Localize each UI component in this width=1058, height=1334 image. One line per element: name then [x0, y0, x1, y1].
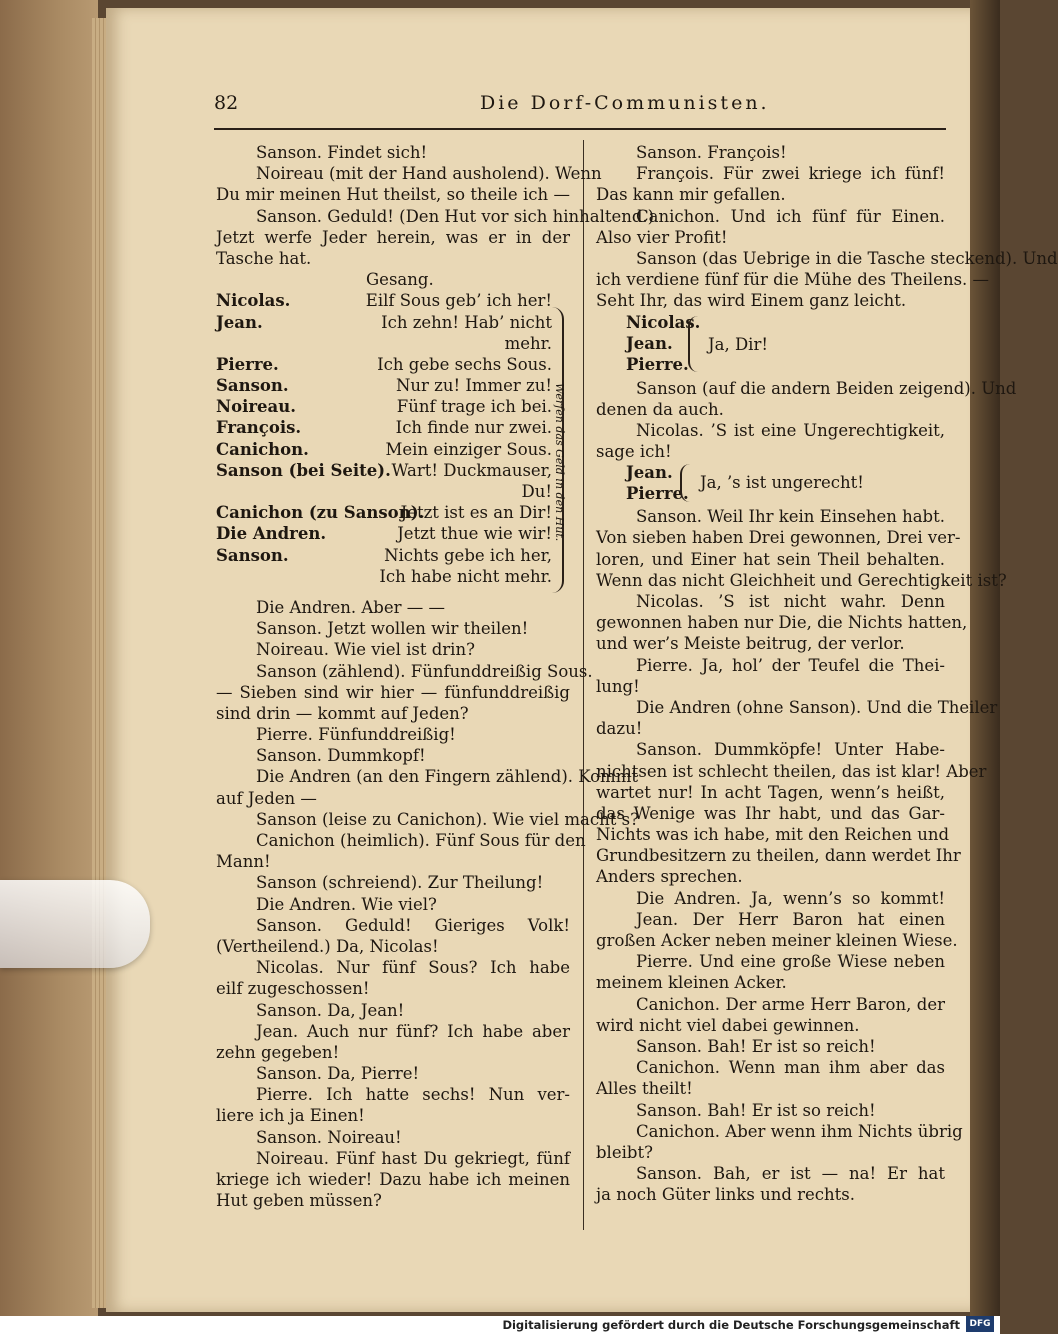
song-text: Eilf Sous geb’ ich her!: [365, 291, 552, 311]
song-row: [216, 566, 570, 587]
group-reply: Ja, ’s ist ungerecht!: [700, 473, 864, 493]
text-line: dazu!: [596, 719, 643, 739]
text-line: Sanson. Da, Jean!: [256, 1000, 405, 1020]
text-line: Hut geben müssen?: [216, 1191, 382, 1211]
speaker-name: Jean.: [626, 333, 673, 353]
song-speaker: Sanson.: [216, 545, 289, 565]
text-line: Die Andren. Ja, wenn’s so kommt!: [636, 888, 945, 908]
text-line: Noireau. Wie viel ist drin?: [256, 640, 475, 660]
song-text: Jetzt ist es an Dir!: [400, 503, 552, 523]
song-speaker: Sanson (bei Seite).: [216, 460, 391, 480]
text-line: Canichon. Und ich fünf für Einen.: [636, 206, 945, 226]
song-speaker: [216, 333, 384, 354]
song-row: [216, 354, 570, 375]
text-line: wartet nur! In acht Tagen, wenn’s heißt,: [596, 782, 945, 802]
text-line: Seht Ihr, das wird Einem ganz leicht.: [596, 291, 907, 311]
text-line: Alles theilt!: [596, 1079, 693, 1099]
group-brace: [680, 464, 692, 502]
song-row: [216, 502, 570, 523]
text-line: Du mir meinen Hut theilst, so theile ich —: [216, 185, 570, 205]
text-line: Die Andren (ohne Sanson). Und die Theiler: [636, 697, 998, 717]
text-line: das Wenige was Ihr habt, und das Gar-: [596, 803, 945, 823]
text-line: loren, und Einer hat sein Theil behalten.: [596, 549, 945, 569]
text-line: sage ich!: [596, 442, 672, 462]
speaker-group-two: [596, 462, 945, 506]
text-line: Jean. Auch nur fünf? Ich habe aber: [256, 1021, 570, 1041]
song-text: Nur zu! Immer zu!: [395, 376, 552, 396]
running-head: Die Dorf-Communisten.: [480, 92, 770, 114]
text-line: meinem kleinen Acker.: [596, 973, 787, 993]
song-row: [216, 417, 570, 438]
text-line: Tasche hat.: [216, 248, 312, 268]
text-line: Sanson. Noireau!: [256, 1127, 402, 1147]
text-line: Jean. Der Herr Baron hat einen: [636, 909, 945, 929]
song-row: [216, 290, 570, 311]
text-line: Sanson (zählend). Fünfunddreißig Sous.: [256, 661, 593, 681]
text-line: eilf zugeschossen!: [216, 979, 370, 999]
text-line: Noireau (mit der Hand ausholend). Wenn: [256, 164, 602, 184]
text-line: Noireau. Fünf hast Du gekriegt, fünf: [256, 1148, 570, 1168]
text-line: Sanson. Weil Ihr kein Einsehen habt.: [636, 507, 945, 527]
text-line: Sanson. Bah! Er ist so reich!: [636, 1036, 876, 1056]
speaker-name: Nicolas.: [626, 312, 701, 332]
text-line: Pierre. Und eine große Wiese neben: [636, 952, 945, 972]
song-row: [216, 439, 570, 460]
song-speaker: Jean.: [216, 312, 263, 332]
song-text: Du!: [521, 482, 552, 501]
song-row: [216, 312, 570, 333]
text-line: Die Andren. Aber — —: [256, 597, 446, 617]
song-text: Ich gebe sechs Sous.: [377, 354, 552, 374]
song-speaker: [216, 481, 384, 502]
text-line: Sanson (auf die andern Beiden zeigend). Und: [636, 378, 1017, 398]
text-line: Canichon. Der arme Herr Baron, der: [636, 994, 945, 1014]
text-line: großen Acker neben meiner kleinen Wiese.: [596, 931, 958, 950]
text-line: Sanson. Dummkopf!: [256, 746, 426, 766]
text-line: zehn gegeben!: [216, 1042, 340, 1062]
text-line: kriege ich wieder! Dazu habe ich meinen: [216, 1170, 570, 1189]
song-row: [216, 545, 570, 566]
song-speaker: Sanson.: [216, 376, 289, 396]
column-divider: [583, 140, 584, 1230]
text-line: gewonnen haben nur Die, die Nichts hatten,: [596, 613, 968, 633]
text-line: Die Andren. Wie viel?: [256, 894, 437, 914]
text-line: bleibt?: [596, 1142, 653, 1162]
song-text: Ich habe nicht mehr.: [379, 566, 552, 586]
song-row: [216, 333, 570, 354]
song-speaker: Die Andren.: [216, 524, 327, 544]
song-speaker: Pierre.: [216, 354, 279, 374]
text-line: Canichon. Wenn man ihm aber das: [636, 1058, 945, 1078]
song-speaker: Canichon (zu Sanson).: [216, 503, 425, 523]
text-line: liere ich ja Einen!: [216, 1106, 365, 1126]
song-row: [216, 460, 570, 481]
text-line: Sanson. François!: [636, 143, 787, 162]
text-line: Nicolas. ’S ist nicht wahr. Denn: [636, 592, 945, 611]
text-line: ja noch Güter links und rechts.: [596, 1185, 856, 1205]
text-line: Nicolas. Nur fünf Sous? Ich habe: [256, 958, 570, 978]
song-block: [216, 269, 570, 587]
text-line: Pierre. Ich hatte sechs! Nun ver-: [256, 1085, 570, 1105]
text-line: Pierre. Fünfunddreißig!: [256, 725, 456, 745]
text-line: François. Für zwei kriege ich fünf!: [636, 164, 945, 184]
text-line: Mann!: [216, 852, 271, 872]
text-line: (Vertheilend.) Da, Nicolas!: [216, 936, 439, 956]
speaker-group-three: [596, 312, 945, 378]
song-heading: Gesang.: [366, 270, 434, 290]
speaker-name: Jean.: [626, 463, 673, 483]
text-line: Wenn das nicht Gleichheit und Gerechtigkeit ist?: [596, 570, 1007, 590]
text-line: Sanson (schreiend). Zur Theilung!: [256, 873, 544, 893]
song-row: [216, 375, 570, 396]
song-text: Nichts gebe ich her,: [384, 545, 552, 565]
text-line: Sanson (das Uebrige in die Tasche steckend). Und: [636, 248, 1058, 268]
text-line: Anders sprechen.: [596, 867, 743, 887]
song-text: Mein einziger Sous.: [385, 439, 552, 459]
song-speaker: Nicolas.: [216, 291, 291, 311]
text-line: Nichts was ich habe, mit den Reichen und: [596, 825, 950, 845]
text-line: und wer’s Meiste beitrug, der verlor.: [596, 634, 905, 654]
song-text: Fünf trage ich bei.: [396, 397, 552, 417]
text-line: Sanson. Geduld! Gieriges Volk!: [256, 915, 570, 935]
text-line: wird nicht viel dabei gewinnen.: [596, 1015, 860, 1035]
text-line: Sanson. Bah! Er ist so reich!: [636, 1100, 876, 1120]
speaker-name: Pierre.: [626, 354, 689, 374]
text-line: Pierre. Ja, hol’ der Teufel die Thei-: [636, 655, 945, 675]
text-line: Von sieben haben Drei gewonnen, Drei ver-: [596, 528, 961, 548]
song-row: [216, 481, 570, 502]
text-line: Das kann mir gefallen.: [596, 185, 786, 205]
text-line: Sanson. Findet sich!: [256, 143, 428, 162]
text-line: nichtsen ist schlecht theilen, das ist klar! Aber: [596, 761, 987, 781]
speaker-name: Pierre.: [626, 484, 689, 504]
page-number: 82: [214, 92, 239, 114]
header-rule: [214, 128, 946, 130]
right-column: [596, 142, 1058, 1205]
text-line: Sanson (leise zu Canichon). Wie viel macht’s?: [256, 809, 639, 829]
song-speaker: [216, 566, 379, 587]
text-line: — Sieben sind wir hier — fünfunddreißig: [216, 682, 570, 702]
text-line: Sanson. Da, Pierre!: [256, 1064, 420, 1084]
text-line: sind drin — kommt auf Jeden?: [216, 703, 469, 723]
song-text: Jetzt thue wie wir!: [397, 524, 552, 544]
scanner-clip: [0, 880, 150, 968]
text-line: Sanson. Geduld! (Den Hut vor sich hinhaltend.): [256, 206, 655, 226]
text-line: denen da auch.: [596, 399, 724, 419]
stage-direction-vertical: Werfen das Geld in den Hut.: [553, 382, 566, 542]
text-line: Canichon (heimlich). Fünf Sous für den: [256, 831, 586, 850]
song-speaker: François.: [216, 418, 302, 438]
song-speaker: Noireau.: [216, 397, 296, 417]
spacer: [216, 587, 570, 597]
text-line: Sanson. Bah, er ist — na! Er hat: [636, 1164, 945, 1184]
funding-notice: Digitalisierung gefördert durch die Deutsche Forschungsgemeinschaft: [502, 1318, 960, 1332]
text-line: Die Andren (an den Fingern zählend). Kommt: [256, 767, 638, 787]
song-row: [216, 523, 570, 544]
group-brace: [688, 316, 700, 372]
song-speaker: Canichon.: [216, 439, 309, 459]
song-text: Wart! Duckmauser,: [391, 460, 552, 480]
text-line: Also vier Profit!: [596, 227, 728, 247]
text-line: Sanson. Jetzt wollen wir theilen!: [256, 619, 529, 639]
text-line: Grundbesitzern zu theilen, dann werdet Ihr: [596, 846, 961, 866]
text-line: Canichon. Aber wenn ihm Nichts übrig: [636, 1121, 963, 1141]
text-line: Nicolas. ’S ist eine Ungerechtigkeit,: [636, 420, 945, 440]
song-text: Ich zehn! Hab’ nicht: [381, 312, 552, 332]
song-row: [216, 396, 570, 417]
text-line: ich verdiene fünf für die Mühe des Theilens. —: [596, 270, 990, 290]
text-line: lung!: [596, 676, 640, 696]
text-line: Sanson. Dummköpfe! Unter Habe-: [636, 740, 945, 760]
dfg-logo-icon: DFG: [966, 1316, 994, 1332]
text-line: auf Jeden —: [216, 788, 317, 808]
text-line: Jetzt werfe Jeder herein, was er in der: [216, 227, 570, 247]
song-text: Ich finde nur zwei.: [395, 418, 552, 438]
song-text: mehr.: [504, 333, 552, 353]
group-reply: Ja, Dir!: [708, 334, 768, 354]
